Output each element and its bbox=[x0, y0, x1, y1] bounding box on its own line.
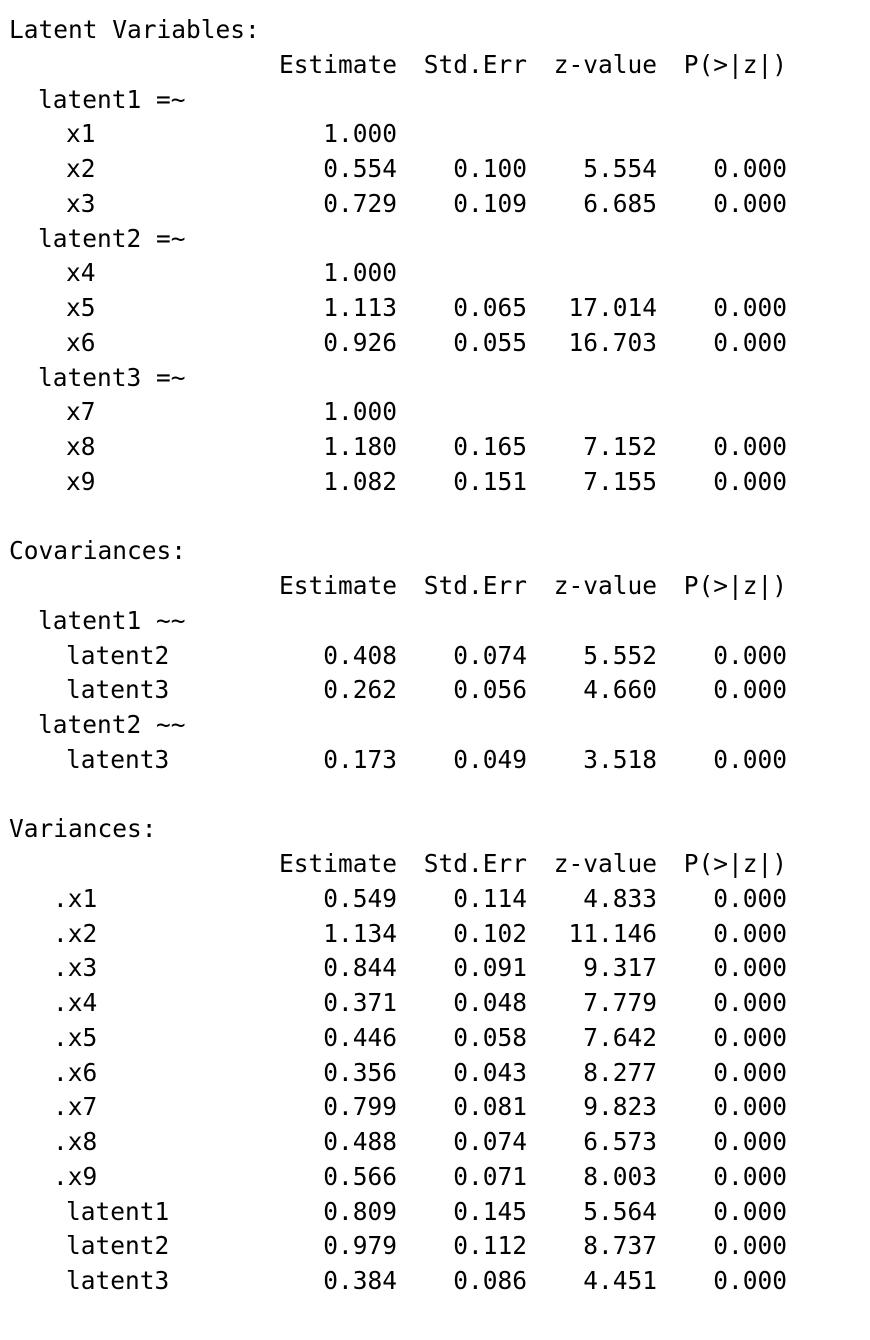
cell-z-value: 5.554 bbox=[583, 154, 657, 183]
column-header-p-value: P(>|z|) bbox=[683, 49, 787, 79]
table-row bbox=[0, 464, 870, 499]
cell-p-value: 0.000 bbox=[713, 432, 787, 461]
table-row bbox=[0, 742, 870, 777]
cell-std-err: 0.071 bbox=[453, 1161, 527, 1191]
cell-estimate: 0.371 bbox=[323, 988, 397, 1017]
column-header-p-value: P(>|z|) bbox=[683, 849, 787, 878]
cell-estimate: 0.809 bbox=[323, 1196, 397, 1226]
column-header-std-err: Std.Err bbox=[423, 849, 527, 878]
row-name: .x2 bbox=[53, 918, 98, 948]
column-header-std-err: Std.Err bbox=[423, 571, 527, 600]
row-name: latent2 bbox=[66, 640, 170, 670]
cell-p-value: 0.000 bbox=[713, 675, 787, 705]
section-title-line bbox=[0, 533, 870, 568]
cell-p-value: 0.000 bbox=[713, 1127, 787, 1156]
group-label: latent2 ~~ bbox=[38, 710, 186, 739]
cell-z-value: 5.564 bbox=[583, 1196, 657, 1226]
table-row bbox=[0, 116, 870, 151]
table-row bbox=[0, 290, 870, 325]
cell-estimate: 1.134 bbox=[323, 918, 397, 948]
cell-z-value: 8.277 bbox=[583, 1057, 657, 1087]
cell-p-value: 0.000 bbox=[713, 1022, 787, 1052]
cell-std-err: 0.055 bbox=[453, 327, 527, 357]
table-row bbox=[0, 255, 870, 290]
cell-p-value: 0.000 bbox=[713, 640, 787, 670]
table-row bbox=[0, 1159, 870, 1194]
cell-std-err: 0.145 bbox=[453, 1196, 527, 1226]
cell-p-value: 0.000 bbox=[713, 1266, 787, 1295]
row-name: .x7 bbox=[53, 1092, 98, 1122]
row-name: latent3 bbox=[66, 1266, 170, 1295]
cell-estimate: 0.173 bbox=[323, 744, 397, 774]
group-label: latent3 =~ bbox=[38, 362, 186, 392]
table-row bbox=[0, 1228, 870, 1263]
cell-z-value: 7.152 bbox=[583, 432, 657, 461]
row-name: x7 bbox=[66, 397, 96, 427]
row-name: latent3 bbox=[66, 675, 170, 705]
section-title: Covariances: bbox=[9, 536, 187, 566]
cell-estimate: 0.549 bbox=[323, 883, 397, 913]
row-name: .x4 bbox=[53, 988, 98, 1017]
cell-estimate: 1.113 bbox=[323, 293, 397, 322]
cell-p-value: 0.000 bbox=[713, 883, 787, 913]
cell-estimate: 0.554 bbox=[323, 154, 397, 183]
table-row bbox=[0, 916, 870, 951]
column-header-estimate: Estimate bbox=[278, 571, 397, 600]
cell-p-value: 0.000 bbox=[713, 744, 787, 774]
cell-estimate: 1.000 bbox=[323, 397, 397, 427]
group-label-line bbox=[0, 221, 870, 256]
cell-p-value: 0.000 bbox=[713, 1196, 787, 1226]
section-title: Variances: bbox=[9, 814, 157, 844]
table-row bbox=[0, 325, 870, 360]
row-name: x1 bbox=[66, 119, 96, 149]
row-name: x3 bbox=[66, 188, 96, 218]
table-row bbox=[0, 1124, 870, 1159]
row-name: .x3 bbox=[53, 953, 98, 983]
cell-estimate: 0.979 bbox=[323, 1231, 397, 1261]
cell-p-value: 0.000 bbox=[713, 466, 787, 496]
table-row bbox=[0, 1055, 870, 1090]
cell-z-value: 4.833 bbox=[583, 883, 657, 913]
row-name: latent1 bbox=[66, 1196, 170, 1226]
cell-p-value: 0.000 bbox=[713, 1231, 787, 1261]
cell-p-value: 0.000 bbox=[713, 1092, 787, 1122]
cell-z-value: 9.823 bbox=[583, 1092, 657, 1122]
cell-z-value: 5.552 bbox=[583, 640, 657, 670]
group-label: latent1 =~ bbox=[38, 84, 186, 114]
column-header-p-value: P(>|z|) bbox=[683, 571, 787, 600]
cell-std-err: 0.091 bbox=[453, 953, 527, 983]
table-row bbox=[0, 1089, 870, 1124]
column-header-z-value: z-value bbox=[553, 571, 657, 600]
cell-estimate: 1.082 bbox=[323, 466, 397, 496]
cell-z-value: 4.660 bbox=[583, 675, 657, 705]
column-header-std-err: Std.Err bbox=[423, 49, 527, 79]
row-name: .x9 bbox=[53, 1161, 98, 1191]
table-row bbox=[0, 1263, 870, 1298]
cell-z-value: 6.685 bbox=[583, 188, 657, 218]
row-name: latent3 bbox=[66, 744, 170, 774]
group-label-line bbox=[0, 360, 870, 395]
column-header-line bbox=[0, 568, 870, 603]
cell-z-value: 4.451 bbox=[583, 1266, 657, 1295]
row-name: .x8 bbox=[53, 1127, 98, 1156]
cell-p-value: 0.000 bbox=[713, 918, 787, 948]
cell-std-err: 0.058 bbox=[453, 1022, 527, 1052]
section-title-line bbox=[0, 811, 870, 846]
table-row bbox=[0, 638, 870, 673]
cell-std-err: 0.074 bbox=[453, 640, 527, 670]
row-name: x9 bbox=[66, 466, 96, 496]
cell-std-err: 0.165 bbox=[453, 432, 527, 461]
cell-p-value: 0.000 bbox=[713, 1057, 787, 1087]
cell-z-value: 11.146 bbox=[568, 918, 657, 948]
group-label-line bbox=[0, 82, 870, 117]
table-row bbox=[0, 950, 870, 985]
cell-p-value: 0.000 bbox=[713, 327, 787, 357]
table-row bbox=[0, 1020, 870, 1055]
row-name: .x6 bbox=[53, 1057, 98, 1087]
column-header-line bbox=[0, 846, 870, 881]
cell-estimate: 1.180 bbox=[323, 432, 397, 461]
cell-p-value: 0.000 bbox=[713, 188, 787, 218]
row-name: .x1 bbox=[53, 883, 98, 913]
table-row bbox=[0, 151, 870, 186]
cell-estimate: 0.384 bbox=[323, 1266, 397, 1295]
cell-z-value: 8.737 bbox=[583, 1231, 657, 1261]
column-header-estimate: Estimate bbox=[278, 849, 397, 878]
row-name: x4 bbox=[66, 258, 96, 288]
cell-z-value: 3.518 bbox=[583, 744, 657, 774]
group-label: latent2 =~ bbox=[38, 223, 186, 253]
table-row bbox=[0, 672, 870, 707]
cell-p-value: 0.000 bbox=[713, 1161, 787, 1191]
row-name: latent2 bbox=[66, 1231, 170, 1261]
row-name: x6 bbox=[66, 327, 96, 357]
section-title-line bbox=[0, 12, 870, 47]
row-name: x8 bbox=[66, 432, 96, 461]
cell-z-value: 7.779 bbox=[583, 988, 657, 1017]
cell-p-value: 0.000 bbox=[713, 293, 787, 322]
cell-estimate: 0.926 bbox=[323, 327, 397, 357]
column-header-estimate: Estimate bbox=[278, 49, 397, 79]
cell-std-err: 0.074 bbox=[453, 1127, 527, 1156]
cell-z-value: 9.317 bbox=[583, 953, 657, 983]
cell-std-err: 0.102 bbox=[453, 918, 527, 948]
table-row bbox=[0, 881, 870, 916]
column-header-line bbox=[0, 47, 870, 82]
cell-estimate: 0.446 bbox=[323, 1022, 397, 1052]
section-title: Latent Variables: bbox=[9, 15, 260, 44]
cell-std-err: 0.086 bbox=[453, 1266, 527, 1295]
cell-estimate: 0.799 bbox=[323, 1092, 397, 1122]
cell-std-err: 0.049 bbox=[453, 744, 527, 774]
group-label: latent1 ~~ bbox=[38, 605, 186, 635]
cell-std-err: 0.048 bbox=[453, 988, 527, 1017]
table-row bbox=[0, 1194, 870, 1229]
cell-z-value: 6.573 bbox=[583, 1127, 657, 1156]
cell-estimate: 0.356 bbox=[323, 1057, 397, 1087]
cell-z-value: 17.014 bbox=[568, 293, 657, 322]
cell-std-err: 0.100 bbox=[453, 154, 527, 183]
column-header-z-value: z-value bbox=[553, 849, 657, 878]
cell-std-err: 0.081 bbox=[453, 1092, 527, 1122]
cell-std-err: 0.043 bbox=[453, 1057, 527, 1087]
cell-std-err: 0.065 bbox=[453, 293, 527, 322]
group-label-line bbox=[0, 707, 870, 742]
table-row bbox=[0, 394, 870, 429]
cell-estimate: 0.729 bbox=[323, 188, 397, 218]
table-row bbox=[0, 985, 870, 1020]
cell-estimate: 0.844 bbox=[323, 953, 397, 983]
row-name: .x5 bbox=[53, 1022, 98, 1052]
row-name: x2 bbox=[66, 154, 96, 183]
table-row bbox=[0, 186, 870, 221]
cell-z-value: 7.155 bbox=[583, 466, 657, 496]
cell-z-value: 8.003 bbox=[583, 1161, 657, 1191]
cell-estimate: 1.000 bbox=[323, 258, 397, 288]
row-name: x5 bbox=[66, 293, 96, 322]
cell-p-value: 0.000 bbox=[713, 953, 787, 983]
cell-std-err: 0.112 bbox=[453, 1231, 527, 1261]
group-label-line bbox=[0, 603, 870, 638]
cell-std-err: 0.114 bbox=[453, 883, 527, 913]
table-row bbox=[0, 429, 870, 464]
cell-estimate: 0.262 bbox=[323, 675, 397, 705]
cell-p-value: 0.000 bbox=[713, 988, 787, 1017]
cell-estimate: 0.408 bbox=[323, 640, 397, 670]
cell-z-value: 7.642 bbox=[583, 1022, 657, 1052]
cell-std-err: 0.109 bbox=[453, 188, 527, 218]
column-header-z-value: z-value bbox=[553, 49, 657, 79]
cell-estimate: 0.566 bbox=[323, 1161, 397, 1191]
cell-z-value: 16.703 bbox=[568, 327, 657, 357]
cell-std-err: 0.151 bbox=[453, 466, 527, 496]
cell-estimate: 1.000 bbox=[323, 119, 397, 149]
cell-estimate: 0.488 bbox=[323, 1127, 397, 1156]
cell-p-value: 0.000 bbox=[713, 154, 787, 183]
cell-std-err: 0.056 bbox=[453, 675, 527, 705]
